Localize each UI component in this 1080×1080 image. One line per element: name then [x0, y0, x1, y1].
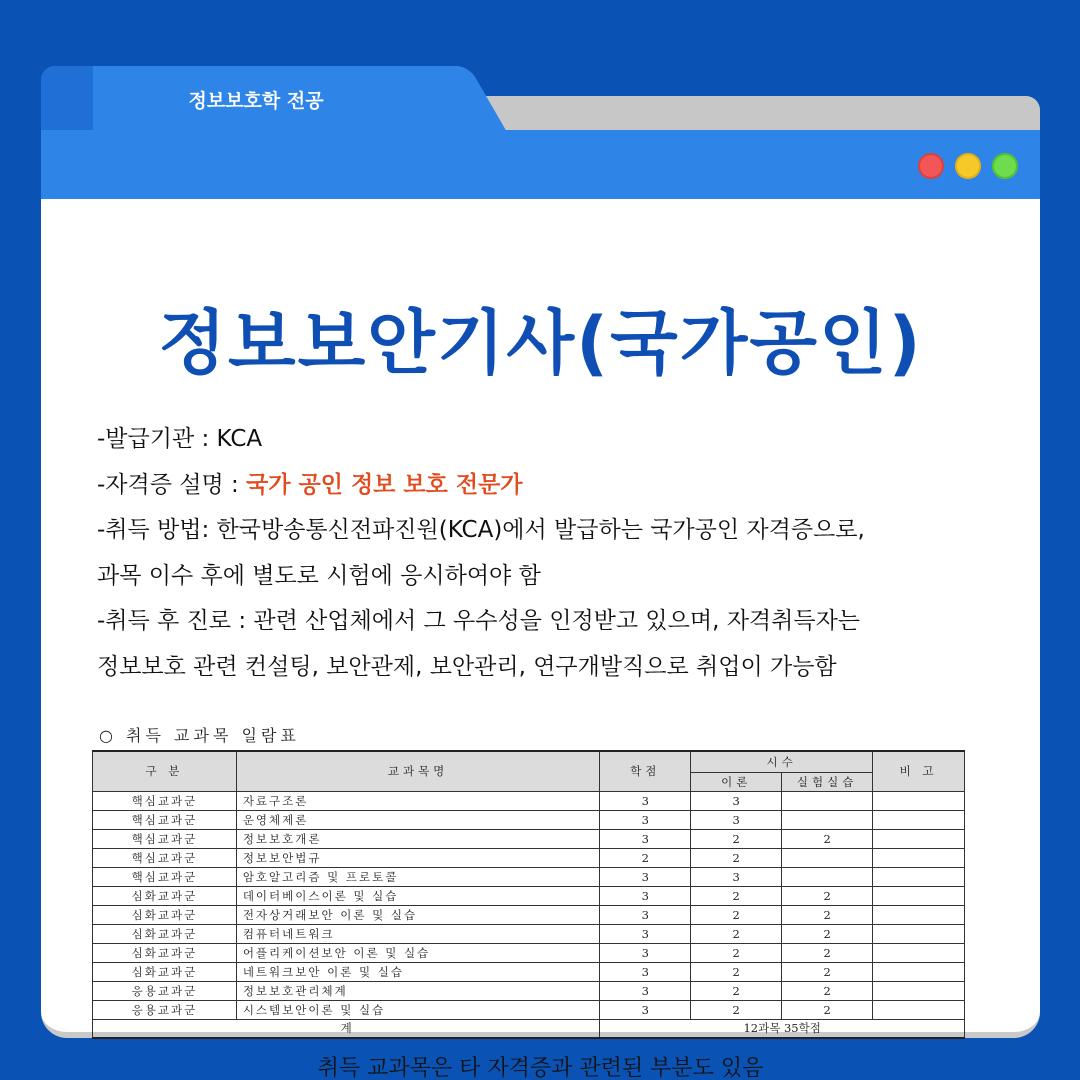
row-theory: 2 — [691, 924, 782, 943]
row-category: 심화교과군 — [93, 886, 237, 905]
row-subject: 컴퓨터네트워크 — [236, 924, 600, 943]
row-theory: 3 — [691, 810, 782, 829]
header-theory: 이론 — [691, 772, 782, 791]
row-category: 응용교과군 — [93, 1000, 237, 1019]
content-panel — [41, 199, 1040, 1080]
row-credit: 3 — [600, 867, 691, 886]
row-category: 핵심교과군 — [93, 791, 237, 810]
footer-note: 취득 교과목은 타 자격증과 관련된 부분도 있음 — [317, 1056, 764, 1080]
row-credit: 3 — [600, 829, 691, 848]
row-credit: 3 — [600, 905, 691, 924]
row-subject: 운영체제론 — [236, 810, 600, 829]
row-subject: 정보보호개론 — [236, 829, 600, 848]
row-lab — [782, 791, 873, 810]
header-credit: 학점 — [600, 751, 691, 791]
row-lab: 2 — [782, 905, 873, 924]
row-theory: 2 — [691, 905, 782, 924]
row-note — [873, 867, 965, 886]
header-hours: 시수 — [691, 751, 873, 772]
row-theory: 2 — [691, 829, 782, 848]
row-note — [873, 924, 965, 943]
total-value: 12과목 35학점 — [600, 1019, 965, 1038]
subjects-table — [92, 750, 965, 1039]
row-lab: 2 — [782, 943, 873, 962]
row-subject: 암호알고리즘 및 프로토콜 — [236, 867, 600, 886]
tab-edge — [41, 66, 93, 136]
total-label: 계 — [93, 1019, 600, 1038]
table-row — [93, 829, 965, 848]
row-theory: 3 — [691, 867, 782, 886]
row-note — [873, 829, 965, 848]
career-line-1: -취득 후 진로 : 관련 산업체에서 그 우수성을 인정받고 있으며, 자격취득자는 — [97, 608, 861, 634]
row-note — [873, 810, 965, 829]
table-caption: ○ 취득 교과목 일람표 — [99, 726, 300, 745]
row-note — [873, 905, 965, 924]
row-credit: 3 — [600, 791, 691, 810]
row-subject: 네트워크보안 이론 및 실습 — [236, 962, 600, 981]
row-category: 응용교과군 — [93, 981, 237, 1000]
row-theory: 2 — [691, 943, 782, 962]
total-row — [93, 1019, 965, 1038]
maximize-dot-icon[interactable] — [992, 153, 1018, 179]
row-subject: 전자상거래보안 이론 및 실습 — [236, 905, 600, 924]
row-subject: 데이터베이스이론 및 실습 — [236, 886, 600, 905]
table-row — [93, 810, 965, 829]
row-category: 심화교과군 — [93, 924, 237, 943]
row-theory: 2 — [691, 962, 782, 981]
row-note — [873, 848, 965, 867]
description-value: 국가 공인 정보 보호 전문가 — [246, 471, 523, 498]
description-prefix: -자격증 설명 : — [97, 471, 247, 498]
table-body — [93, 791, 965, 1019]
row-credit: 3 — [600, 810, 691, 829]
row-credit: 3 — [600, 886, 691, 905]
issuer-value: KCA — [216, 426, 263, 452]
header-note: 비 고 — [873, 751, 965, 791]
issuer-prefix: -발급기관 : — [97, 426, 217, 452]
row-credit: 3 — [600, 924, 691, 943]
row-theory: 2 — [691, 1000, 782, 1019]
browser-window — [41, 66, 1040, 1080]
table-row — [93, 848, 965, 867]
row-category: 심화교과군 — [93, 943, 237, 962]
row-subject: 정보보안법규 — [236, 848, 600, 867]
table-row — [93, 905, 965, 924]
row-theory: 3 — [691, 791, 782, 810]
career-line-2: 정보보호 관련 컨설팅, 보안관제, 보안관리, 연구개발직으로 취업이 가능함 — [97, 653, 837, 680]
table-row — [93, 867, 965, 886]
info-block — [97, 417, 997, 690]
row-category: 핵심교과군 — [93, 810, 237, 829]
row-lab: 2 — [782, 829, 873, 848]
header-category: 구 분 — [93, 751, 237, 791]
row-lab: 2 — [782, 924, 873, 943]
row-category: 심화교과군 — [93, 962, 237, 981]
row-subject: 시스템보안이론 및 실습 — [236, 1000, 600, 1019]
minimize-dot-icon[interactable] — [955, 153, 981, 179]
row-category: 심화교과군 — [93, 905, 237, 924]
page-title: 정보보안기사(국가공인) — [158, 302, 923, 384]
row-subject: 자료구조론 — [236, 791, 600, 810]
row-lab: 2 — [782, 981, 873, 1000]
method-line-2: 과목 이수 후에 별도로 시험에 응시하여야 함 — [97, 562, 541, 589]
row-lab — [782, 867, 873, 886]
table-row — [93, 981, 965, 1000]
row-note — [873, 791, 965, 810]
row-credit: 3 — [600, 1000, 691, 1019]
tab-label: 정보보호학 전공 — [188, 89, 324, 112]
row-note — [873, 1000, 965, 1019]
header-subject: 교과목명 — [236, 751, 600, 791]
table-row — [93, 1000, 965, 1019]
row-note — [873, 962, 965, 981]
header-lab: 실험실습 — [782, 772, 873, 791]
table-row — [93, 924, 965, 943]
method-line-1: -취득 방법: 한국방송통신전파진원(KCA)에서 발급하는 국가공인 자격증으로, — [97, 517, 865, 543]
row-lab — [782, 810, 873, 829]
row-lab: 2 — [782, 1000, 873, 1019]
description-line — [97, 463, 997, 509]
row-category: 핵심교과군 — [93, 867, 237, 886]
row-theory: 2 — [691, 848, 782, 867]
row-theory: 2 — [691, 886, 782, 905]
row-lab — [782, 848, 873, 867]
row-subject: 어플리케이션보안 이론 및 실습 — [236, 943, 600, 962]
table-row — [93, 943, 965, 962]
row-note — [873, 886, 965, 905]
close-dot-icon[interactable] — [918, 153, 944, 179]
row-credit: 3 — [600, 943, 691, 962]
row-lab: 2 — [782, 886, 873, 905]
row-category: 핵심교과군 — [93, 848, 237, 867]
row-theory: 2 — [691, 981, 782, 1000]
row-credit: 3 — [600, 962, 691, 981]
table-row — [93, 962, 965, 981]
row-lab: 2 — [782, 962, 873, 981]
row-note — [873, 943, 965, 962]
row-credit: 3 — [600, 981, 691, 1000]
row-note — [873, 981, 965, 1000]
row-category: 핵심교과군 — [93, 829, 237, 848]
row-credit: 2 — [600, 848, 691, 867]
row-subject: 정보보호관리체계 — [236, 981, 600, 1000]
table-row — [93, 886, 965, 905]
issuer-line — [97, 417, 997, 463]
table-row — [93, 791, 965, 810]
